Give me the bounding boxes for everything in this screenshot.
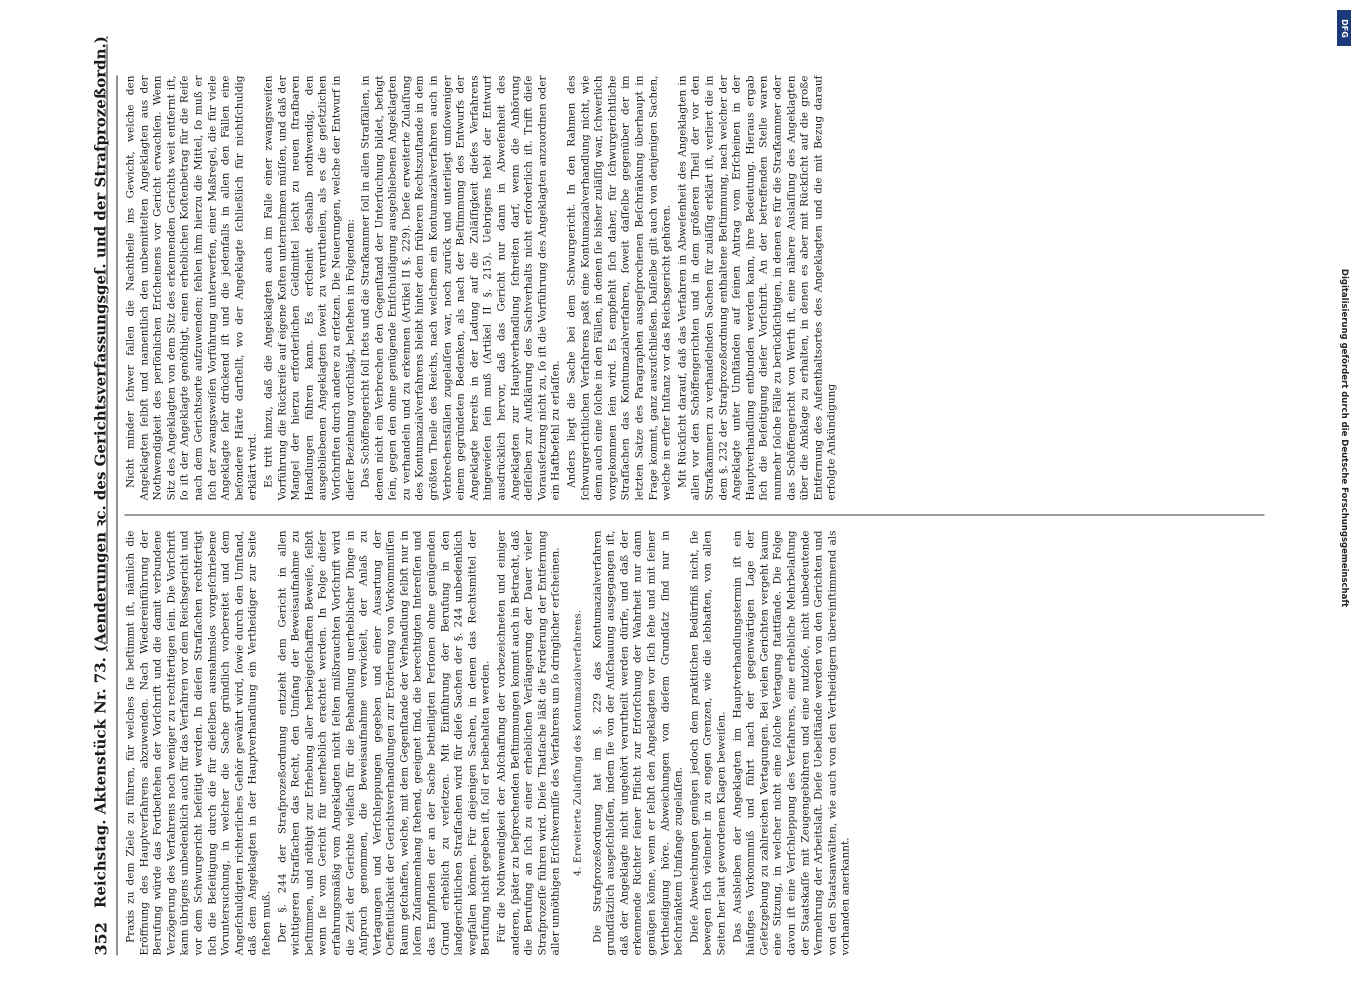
paragraph: Nicht minder ſchwer fallen die Nachtheile ins Gewicht, welche den Angeklagten ſelbſt und namentlich den unbemittelten Angeklagten aus der Nothwendigkeit des perſönlichen Erſcheinens vor Gericht erwachſen. Wenn Sitz des Angeklagten von dem Sitz des erkennenden Gerichts weit entfernt iſt, ſo iſt der Angeklagte genöthigt, einen erheblichen Koſtenbetrag für die Reiſe nach dem Gerichtsorte aufzuwenden; fehlen ihm hierzu die Mittel, ſo muß er ſich der zwangsweiſen Vorführung unterwerfen, einer Maßregel, die für viele Angeklagte ſehr drückend iſt und die jedenfalls in allen den Fällen eine beſondere Härte darſtellt, wo der Angeklagte ſchließlich für nichtſchuldig erklärt wird.: [124, 75, 259, 501]
paragraph: Für die Nothwendigkeit der Abſchaffung der vorbezeichneten und einiger anderen, ſpäter zu beſprechenden Beſtimmungen kommt auch in Betracht, daß die Berufung an ſich zu einer erheblichen Verlängerung der Dauer vieler Strafprozeſſe führen wird. Dieſe Thatſache läßt die Forderung der Entfernung aller unnöthigen Erſchwerniſſe des Verfahrens um ſo dringlicher erſcheinen.: [495, 530, 562, 956]
digitization-credit: [1336, 8, 1352, 998]
column-divider: [125, 515, 1265, 516]
paragraph: Es tritt hinzu, daß die Angeklagten auch im Falle einer zwangsweiſen Vorführung die Rückreiſe auf eigene Koſten unternehmen müſſen, und daß der Mangel der hierzu erforderlichen Geldmittel leicht zu neuen ſtrafbaren Handlungen führen kann. Es erſcheint deshalb nothwendig, den ausgebliebenen Angeklagten ſoweit zu verurtheilen, als es die geſetzlichen Vorſchriften durch andere zu erſetzen. Die Neuerungen, welche der Entwurf in dieſer Beziehung vorſchlägt, beſtehen in Folgendem:: [262, 75, 356, 501]
page-number: 352: [91, 922, 110, 956]
page-header-title: [91, 36, 111, 908]
paragraph: Die Strafprozeßordnung hat im §. 229 das Kontumazialverfahren grundſätzlich ausgeſchloſſen, indem ſie von der Anſchauung ausgegangen iſt, daß der Angeklagte nicht ungehört verurtheilt werden dürfe, und daß der erkennende Richter ſeiner Pflicht zur Erforſchung der Wahrheit nur dann genügen könne, wenn er ſelbſt den Angeklagten vor ſich ſehe und mit ſeiner Vertheidigung höre. Abweichungen von dieſem Grundſatz ſind nur in beſchränktem Umfange zugelaſſen.: [591, 530, 685, 956]
text-columns: [125, 76, 1275, 956]
page-header: [85, 36, 118, 956]
dfg-logo-icon: [1337, 10, 1351, 46]
paragraph: Der §. 244 der Strafprozeßordnung entzieht dem Gericht in allen wichtigeren Strafſachen das Recht, den Umfang der Beweisaufnahme zu beſtimmen, und nöthigt zur Erhebung aller herbeigeſchafften Beweiſe, ſelbſt wenn ſie vom Gericht für unerheblich erachtet werden. In Folge dieſer erfahrungsmäßig vom Angeklagten nicht ſelten mißbrauchten Vorſchrift wird die Zeit der Gerichte vielfach für die Behandlung unerheblicher Dinge in Anſpruch genommen, die Beweisaufnahme verwickelt, der Anlaß zu Vertagungen und Verſchleppungen gegeben und einer Ausartung der Oeffentlichkeit der Gerichtsverhandlungen zur Erörterung von Vorkommniſſen Raum geſchaffen, welche, mit dem Gegenſtande der Verhandlung ſelbſt nur in loſem Zuſammenhang ſtehend, geeignet ſind, die berechtigten Intereſſen und das Empfinden der an der Sache betheiligten Perſonen ohne genügenden Grund erheblich zu verletzen. Mit Einführung der Berufung in den landgerichtlichen Strafſachen wird für dieſe Sachen der §. 244 unbedenklich wegfallen können. Für diejenigen Sachen, in denen das Rechtsmittel der Berufung nicht gegeben iſt, ſoll er beibehalten werden.: [276, 530, 492, 956]
credit-text: Digitalisierung gefördert durch die Deutsche Forschungsgemeinschaft: [1339, 268, 1349, 608]
header-title-prefix: Reichstag. Aktenstück Nr. 73.: [91, 657, 110, 909]
right-column: [125, 76, 1265, 501]
section-heading: 4. Erweiterte Zulaſſung des Kontumazialverfahrens.: [572, 609, 584, 877]
dfg-logo-text: DFG: [1339, 18, 1349, 38]
paragraph: Das Ausbleiben der Angeklagten im Hauptverhandlungstermin iſt ein häufiges Vorkommniß und führt nach der gegenwärtigen Lage der Geſetzgebung zu zahlreichen Vertagungen. Bei vielen Gerichten vergeht kaum eine Sitzung, in welcher nicht eine ſolche Vertagung ſtattfände. Die Folge davon iſt eine Verſchleppung des Verfahrens, eine erhebliche Mehrbelaſtung der Staatskaſſe mit Zeugengebühren und eine nutzloſe, nicht unbedeutende Vermehrung der Arbeitslaſt. Dieſe Uebelſtände werden von den Gerichten und von den Staatsanwälten, wie auch von den Vertheidigern übereinſtimmend als vorhanden anerkannt.: [731, 530, 852, 956]
paragraph: Praxis zu dem Ziele zu führen, für welches ſie beſtimmt iſt, nämlich die Eröffnung des Hauptverfahrens abzuwenden. Nach Wiedereinführung der Berufung würde das Fortbeſtehen der Vorſchrift und die damit verbundene Verzögerung des Verfahrens noch weniger zu rechtfertigen ſein. Die Vorſchrift kann übrigens unbedenklich auch für das Verfahren vor dem Reichsgericht und vor dem Schwurgericht beſeitigt werden. In dieſen Strafſachen rechtfertigt ſich die Beſeitigung durch die für dieſelben ausnahmslos vorgeſchriebene Voruntersuchung, in welcher die Sache gründlich vorbereitet und dem Angeſchuldigten richterliches Gehör gewährt wird, ſowie durch den Umſtand, daß dem Angeklagten in der Hauptverhandlung ein Vertheidiger zur Seite ſtehen muß.: [124, 530, 273, 956]
paragraph: Dieſe Abweichungen genügen jedoch dem praktiſchen Bedürfniß nicht, ſie bewegen ſich vielmehr in zu engen Grenzen, wie die lebhaften, von allen Seiten her laut gewordenen Klagen beweiſen.: [688, 530, 728, 956]
left-column: [125, 531, 1265, 956]
page-content: [85, 36, 1275, 956]
document-page: [0, 1, 1353, 1001]
header-title-rest: (Aenderungen ꝛc. des Gerichtsverfassungsgeſ. und der Strafprozeßordn.): [91, 36, 110, 652]
paragraph: Mit Rückſicht darauf, daß das Verfahren in Abweſenheit des Angeklagten in allen vor den Schöffengerichten und in dem größeren Theil der vor den Strafkammern zu verhandelnden Sachen für zuläſſig erklärt iſt, verliert die in dem §. 232 der Strafprozeßordnung enthaltene Beſtimmung, nach welcher der Angeklagte unter Umſtänden auf ſeinen Antrag vom Erſcheinen in der Hauptverhandlung entbunden werden kann, ihre Bedeutung. Hieraus ergab ſich die Beſeitigung dieſer Vorſchrift. An der betreffenden Stelle waren nunmehr ſolche Fälle zu berückſichtigen, in denen es für die Strafkammer oder das Schöffengericht von Werth iſt, eine nähere Auslaſſung des Angeklagten über die Anklage zu erhalten, in denen es aber mit Rückſicht auf die große Entfernung des Aufenthaltsortes des Angeklagten und die mit Bezug darauf erfolgte Ankündigung: [676, 75, 838, 501]
paragraph: Das Schöffengericht ſoll ſtets und die Strafkammer ſoll in allen Strafſällen, in denen nicht ein Verbrechen den Gegenſtand der Unterſuchung bildet, befugt ſein, gegen den ohne genügende Entſchuldigung ausgebliebenen Angeklagten zu verhandeln und zu erkennen (Artikel II §. 229). Dieſe erweiterte Zulaſſung des Kontumazialverfahrens bleibt hinter dem früheren Rechtszuſtande in dem größten Theile des Reichs, nach welchem ein Kontumazialverfahren auch in Verbrechensfällen zugelaſſen war, noch zurück und unterliegt umſoweniger einem gegründeten Bedenken, als nach der Beſtimmung des Entwurfs der Angeklagte bereits in der Ladung auf die Zuläſſigkeit dieſes Verfahrens hingewieſen ſein muß (Artikel II §. 215). Uebrigens hebt der Entwurf ausdrücklich hervor, daß das Gericht nur dann in Abweſenheit des Angeklagten zur Hauptverhandlung ſchreiten darf, wenn die Anhörung deſſelben zur Aufklärung des Sachverhalts nicht erforderlich iſt. Trifft dieſe Vorausſetzung nicht zu, ſo iſt die Vorführung des Angeklagten anzuordnen oder ein Haftbefehl zu erlaſſen.: [359, 75, 562, 501]
paragraph: Anders liegt die Sache bei dem Schwurgericht. In den Rahmen des ſchwurgerichtlichen Verfahrens paßt eine Kontumazialverhandlung nicht, wie denn auch eine ſolche in den Fällen, in denen ſie bisher zuläſſig war, ſchwerlich vorgekommen ſein wird. Es empfiehlt ſich daher, für ſchwurgerichtliche Strafſachen das Kontumazialverfahren, ſoweit daſſelbe gegenüber der im letzten Satze des Paragraphen ausgeſprochenen Beſchränkung überhaupt in Frage kommt, ganz auszuſchließen. Daſſelbe gilt auch von denjenigen Sachen, welche in erſter Inſtanz vor das Reichsgericht gehören.: [565, 75, 673, 501]
